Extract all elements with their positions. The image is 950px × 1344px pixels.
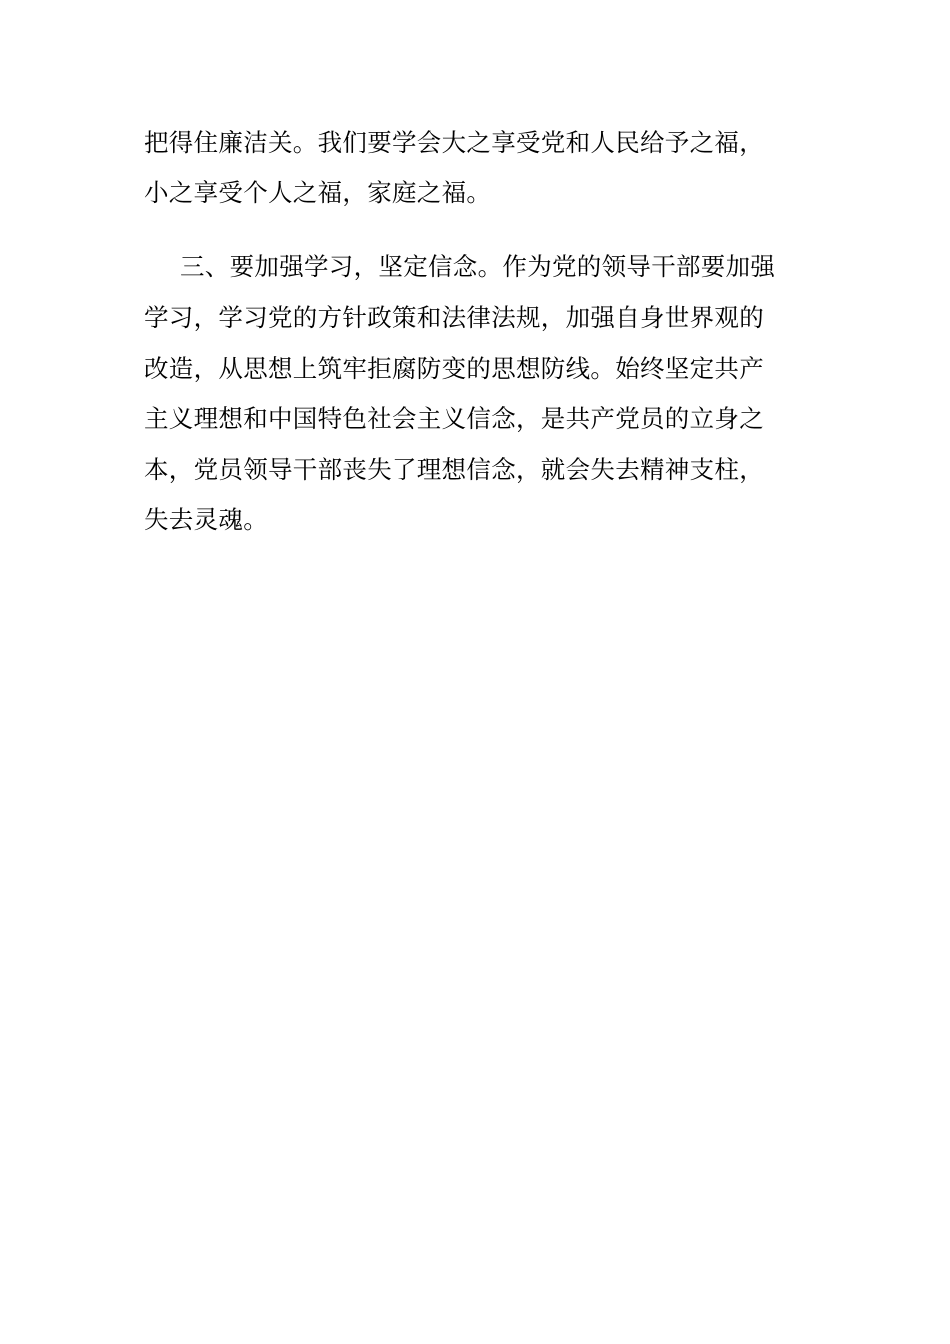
text-line: 失去灵魂。 xyxy=(144,505,268,534)
text-line: 把得住廉洁关。我们要学会大之享受党和人民给予之福， xyxy=(144,128,764,157)
text-line: 改造，从思想上筑牢拒腐防变的思想防线。始终坚定共产 xyxy=(144,354,764,383)
text-line: 小之享受个人之福，家庭之福。 xyxy=(144,178,492,207)
text-line: 主义理想和中国特色社会主义信念，是共产党员的立身之 xyxy=(144,404,764,433)
section-heading-line: 三、要加强学习，坚定信念。作为党的领导干部要加强 xyxy=(180,252,776,281)
text-line: 学习，学习党的方针政策和法律法规，加强自身世界观的 xyxy=(144,303,764,332)
text-line: 本，党员领导干部丧失了理想信念，就会失去精神支柱， xyxy=(144,455,764,484)
